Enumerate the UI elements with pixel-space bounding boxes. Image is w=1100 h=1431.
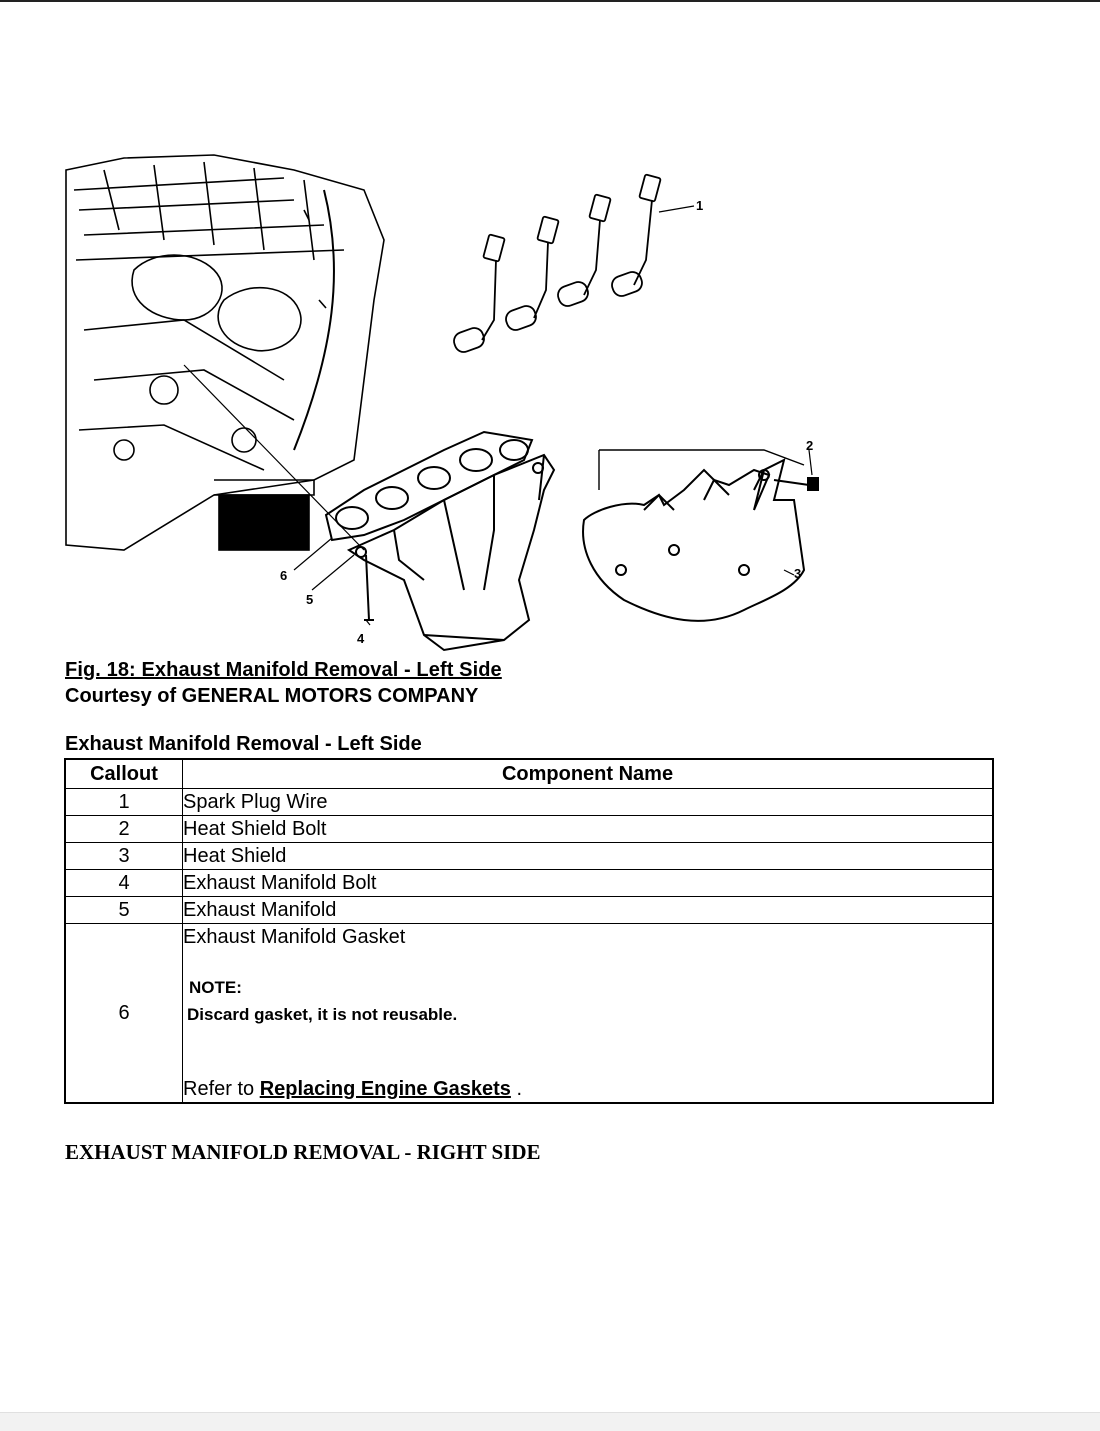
figure-courtesy: Courtesy of GENERAL MOTORS COMPANY (65, 685, 479, 707)
table-row (65, 789, 993, 816)
table-row (65, 924, 993, 1104)
figure-caption: Fig. 18: Exhaust Manifold Removal - Left Side (65, 659, 502, 681)
engine-block-illustration (66, 155, 384, 550)
callout-number: 5 (65, 897, 183, 924)
callout-number: 2 (65, 816, 183, 843)
component-name: Exhaust Manifold (183, 897, 994, 924)
table-row (65, 897, 993, 924)
note-heading: NOTE: (189, 978, 242, 997)
component-cell-with-note (183, 924, 994, 1104)
manifold-gasket-illustration (326, 432, 532, 540)
callout-label-2: 2 (806, 438, 814, 453)
component-name: Exhaust Manifold Bolt (183, 870, 994, 897)
table-row (65, 816, 993, 843)
component-name: Heat Shield (183, 843, 994, 870)
refer-line (183, 1076, 992, 1102)
callout-number: 6 (65, 924, 183, 1104)
exhaust-manifold-diagram (64, 150, 844, 655)
table-row (65, 870, 993, 897)
callout-number: 1 (65, 789, 183, 816)
callout-label-6: 6 (280, 568, 288, 583)
callout-label-4: 4 (357, 631, 365, 646)
table-title: Exhaust Manifold Removal - Left Side (65, 733, 422, 755)
component-name: Spark Plug Wire (183, 789, 994, 816)
refer-suffix: . (510, 1078, 523, 1100)
exhaust-manifold-illustration (349, 455, 554, 650)
callout-label-1: 1 (696, 198, 704, 213)
callout-label-3: 3 (794, 566, 802, 581)
component-name: Heat Shield Bolt (183, 816, 994, 843)
refer-prefix: Refer to (183, 1078, 260, 1100)
table-row (65, 843, 993, 870)
table-header-row (65, 759, 993, 789)
note-text: Discard gasket, it is not reusable. (187, 1005, 458, 1024)
callout-number: 3 (65, 843, 183, 870)
heat-shield-illustration (583, 450, 804, 621)
callout-table (64, 758, 994, 1104)
callout-number: 4 (65, 870, 183, 897)
replacing-engine-gaskets-link[interactable]: Replacing Engine Gaskets (259, 1078, 511, 1100)
component-name: Exhaust Manifold Gasket (183, 926, 406, 948)
spark-plug-wires-illustration (451, 174, 694, 354)
top-rule (0, 0, 1100, 2)
header-component-name: Component Name (183, 759, 994, 789)
next-section-heading: EXHAUST MANIFOLD REMOVAL - RIGHT SIDE (65, 1140, 541, 1164)
header-callout: Callout (65, 759, 183, 789)
page-bottom-band (0, 1412, 1100, 1431)
callout-label-5: 5 (306, 592, 314, 607)
